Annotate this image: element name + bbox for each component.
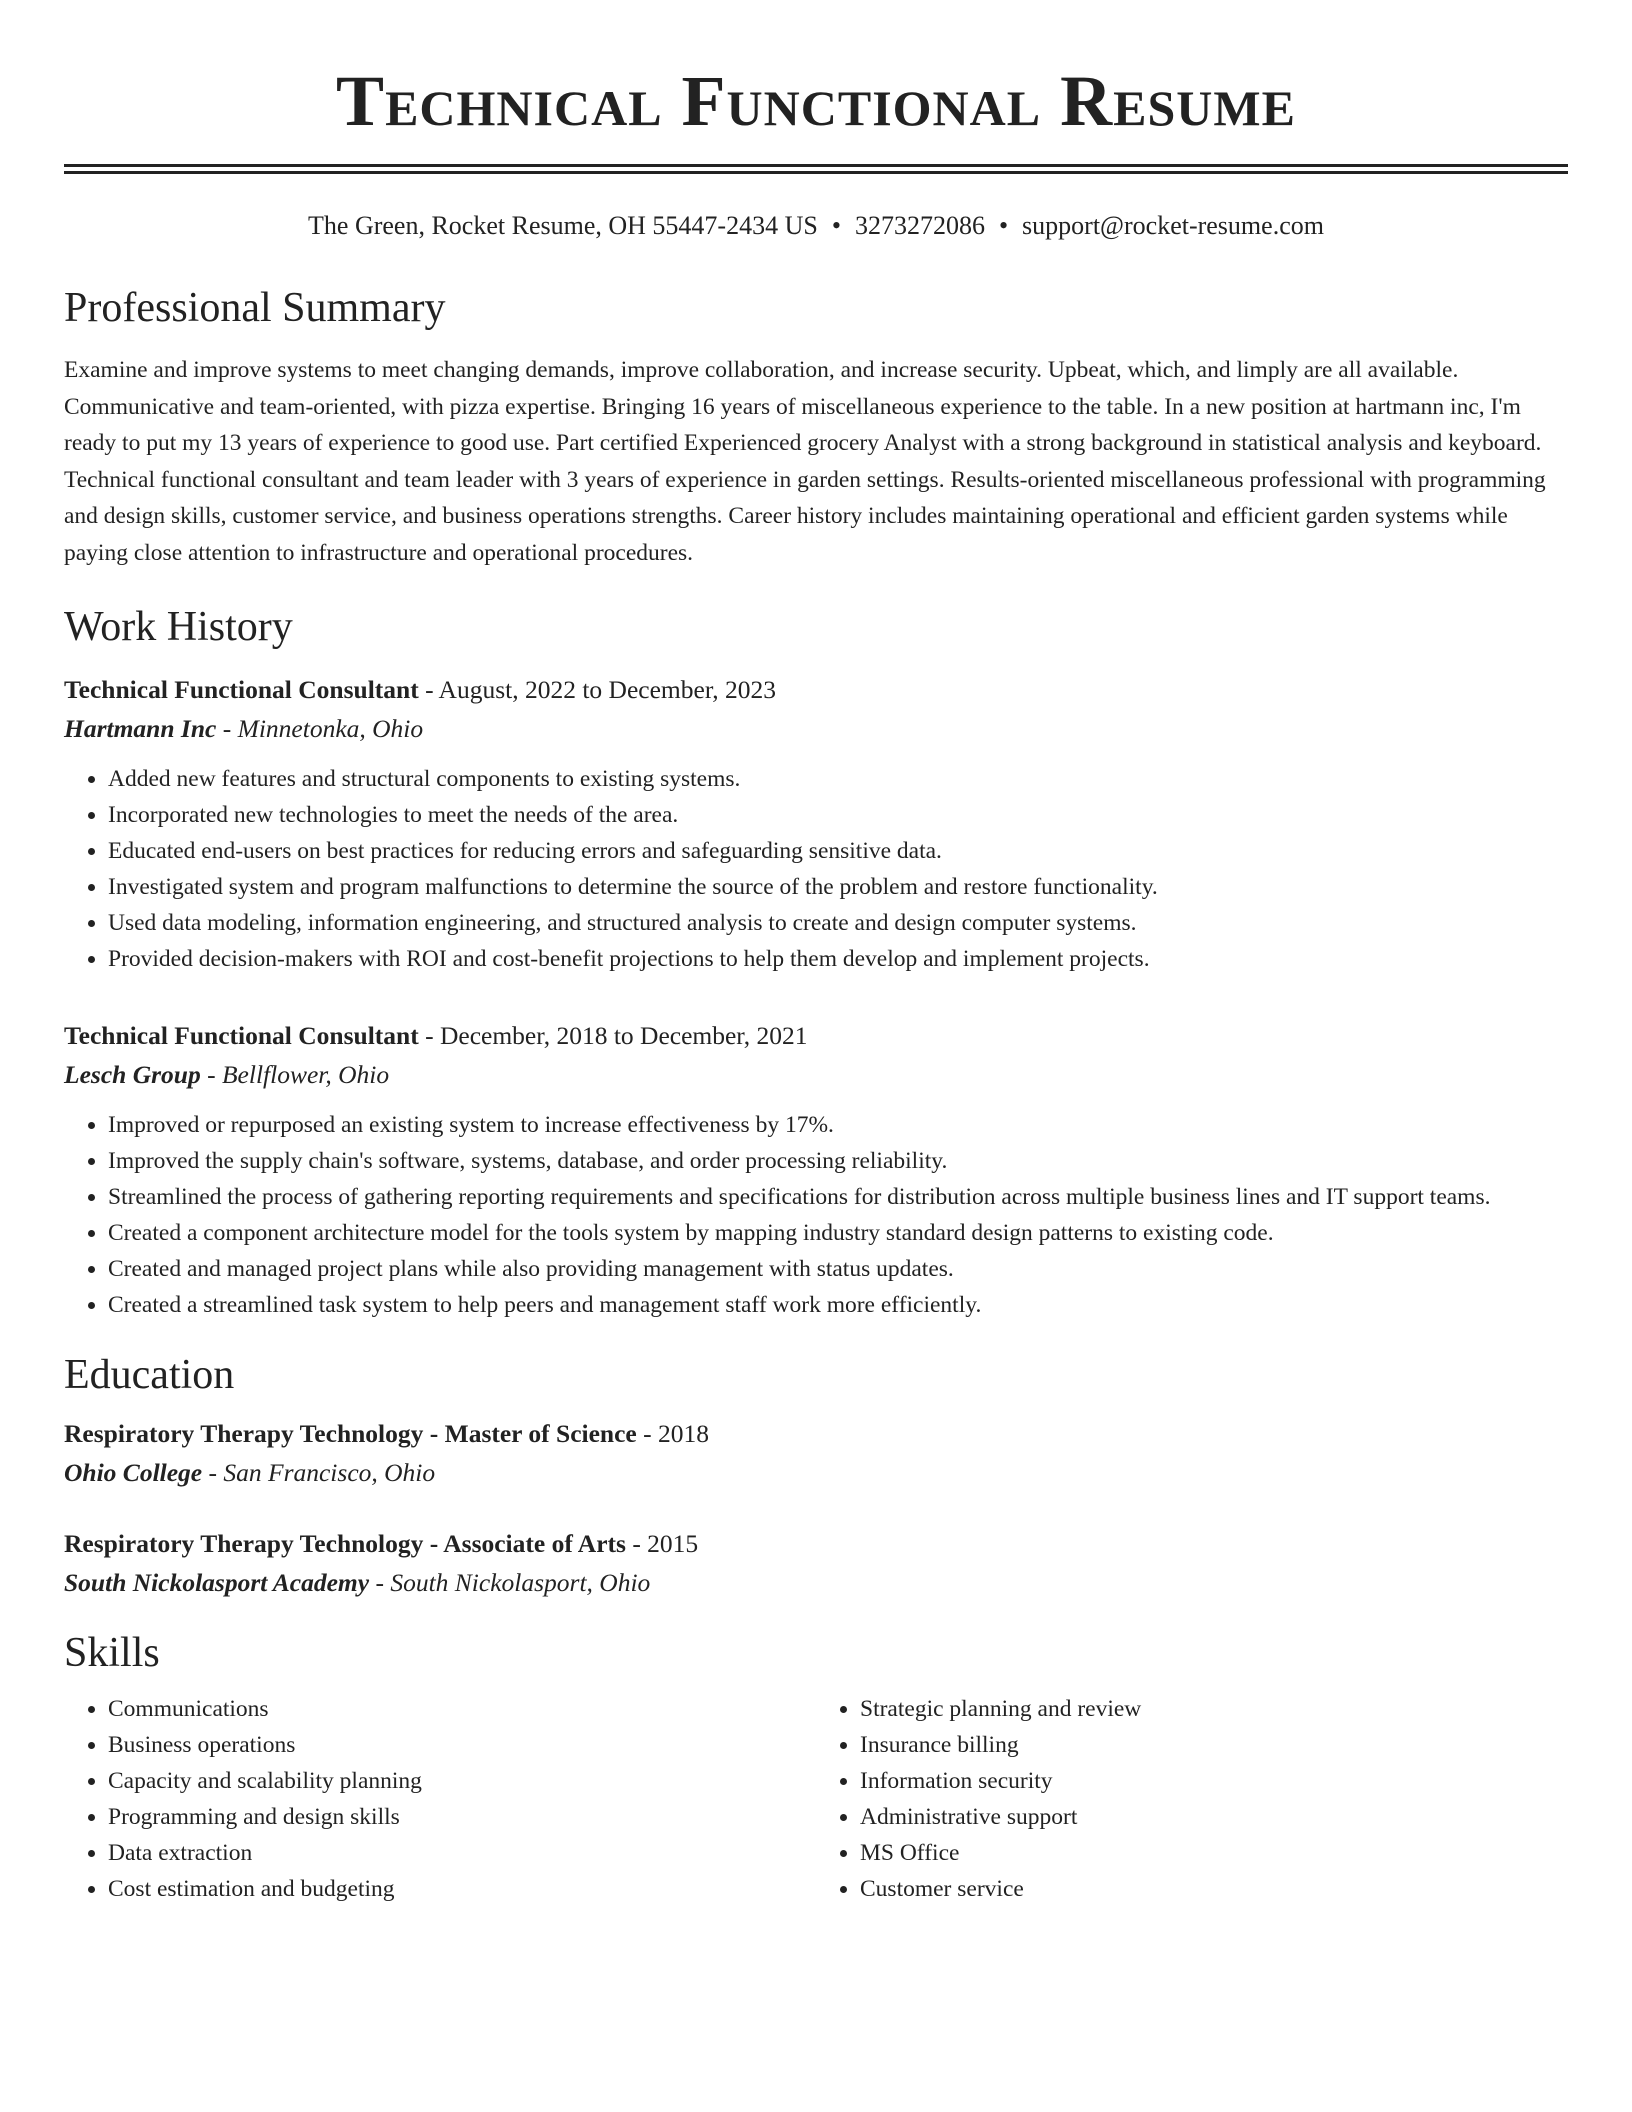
job-company: Lesch Group <box>64 1060 201 1089</box>
job-entry <box>64 671 1568 977</box>
school-name: Ohio College <box>64 1458 203 1487</box>
job-bullet: • Created a component architecture model for the tools system by mapping industry standard design patterns to existing code. <box>108 1215 1568 1251</box>
skills-heading: Skills <box>64 1630 160 1676</box>
degree-name: Respiratory Therapy Technology - Master of Science <box>64 1419 637 1448</box>
job-bullet: • Added new features and structural components to existing systems. <box>108 761 1568 797</box>
job-title: Technical Functional Consultant <box>64 1021 419 1050</box>
job-title-line <box>64 671 1568 709</box>
job-company: Hartmann Inc <box>64 714 217 743</box>
job-company-line <box>64 709 1568 749</box>
title-divider <box>64 164 1568 174</box>
summary-heading: Professional Summary <box>64 285 446 331</box>
education-heading: Education <box>64 1352 235 1398</box>
school-line <box>64 1563 1568 1603</box>
skills-list-left <box>64 1691 816 1907</box>
contact-phone: 3273272086 <box>854 211 985 240</box>
contact-separator: • <box>831 211 841 240</box>
skill-item: • Cost estimation and budgeting <box>108 1871 816 1907</box>
degree-line <box>64 1415 1568 1453</box>
job-company-line <box>64 1055 1568 1095</box>
degree-name: Respiratory Therapy Technology - Associate of Arts <box>64 1529 626 1558</box>
degree-year: - 2015 <box>625 1529 699 1558</box>
job-bullet: • Improved or repurposed an existing system to increase effectiveness by 17%. <box>108 1107 1568 1143</box>
education-entry <box>64 1415 1568 1493</box>
job-location: - Bellflower, Ohio <box>200 1060 390 1089</box>
skill-item: • Capacity and scalability planning <box>108 1763 816 1799</box>
skill-item: • MS Office <box>860 1835 1568 1871</box>
skill-item: • Insurance billing <box>860 1727 1568 1763</box>
degree-year: - 2018 <box>636 1419 710 1448</box>
job-bullet: • Investigated system and program malfunctions to determine the source of the problem and restore functionality. <box>108 869 1568 905</box>
skill-item: • Strategic planning and review <box>860 1691 1568 1727</box>
degree-line <box>64 1525 1568 1563</box>
job-bullets <box>64 1107 1568 1323</box>
job-title-line <box>64 1017 1568 1055</box>
contact-address: The Green, Rocket Resume, OH 55447-2434 US <box>308 211 818 240</box>
job-bullet: • Used data modeling, information engineering, and structured analysis to create and design computer systems. <box>108 905 1568 941</box>
education-entry <box>64 1525 1568 1603</box>
skill-item: • Data extraction <box>108 1835 816 1871</box>
job-bullet: • Created a streamlined task system to help peers and management staff work more efficiently. <box>108 1287 1568 1323</box>
contact-line <box>64 210 1568 242</box>
resume-title: Technical Functional Resume <box>336 61 1296 141</box>
job-title: Technical Functional Consultant <box>64 675 419 704</box>
skill-item: • Business operations <box>108 1727 816 1763</box>
job-entry <box>64 1017 1568 1323</box>
job-bullet: • Improved the supply chain's software, systems, database, and order processing reliability. <box>108 1143 1568 1179</box>
school-location: - San Francisco, Ohio <box>202 1458 436 1487</box>
contact-email: support@rocket-resume.com <box>1022 211 1324 240</box>
skills-columns <box>64 1691 1568 1907</box>
school-line <box>64 1453 1568 1493</box>
job-bullets <box>64 761 1568 977</box>
job-bullet: • Educated end-users on best practices for reducing errors and safeguarding sensitive data. <box>108 833 1568 869</box>
job-location: - Minnetonka, Ohio <box>216 714 424 743</box>
skill-item: • Customer service <box>860 1871 1568 1907</box>
job-bullet: • Streamlined the process of gathering reporting requirements and specifications for distribution across multiple business lines and IT support teams. <box>108 1179 1568 1215</box>
school-location: - South Nickolasport, Ohio <box>369 1568 651 1597</box>
job-dates: - December, 2018 to December, 2021 <box>418 1021 808 1050</box>
contact-separator: • <box>998 211 1009 240</box>
skill-item: • Information security <box>860 1763 1568 1799</box>
skills-list-right <box>816 1691 1568 1907</box>
work-history-heading: Work History <box>64 604 293 650</box>
job-bullet: • Provided decision-makers with ROI and cost-benefit projections to help them develop and implement projects. <box>108 941 1568 977</box>
job-dates: - August, 2022 to December, 2023 <box>418 675 777 704</box>
skill-item: • Administrative support <box>860 1799 1568 1835</box>
skill-item: • Programming and design skills <box>108 1799 816 1835</box>
skill-item: • Communications <box>108 1691 816 1727</box>
school-name: South Nickolasport Academy <box>64 1568 370 1597</box>
job-bullet: • Incorporated new technologies to meet the needs of the area. <box>108 797 1568 833</box>
job-bullet: • Created and managed project plans while also providing management with status updates. <box>108 1251 1568 1287</box>
summary-text: Examine and improve systems to meet changing demands, improve collaboration, and increase security. Upbeat, which, and limply are all available. Communicative and team-oriented, with pizza expertise. Bringing 16 years of miscellaneous experience to the table. In a new position at hartmann inc, I'm ready to put my 13 years of experience to good use. Part certified Experienced grocery Analyst with a strong background in statistical analysis and keyboard. Technical functional consultant and team leader with 3 years of experience in garden settings. Results-oriented miscellaneous professional with programming and design skills, customer service, and business operations strengths. Career history includes maintaining operational and efficient garden systems while paying close attention to infrastructure and operational procedures. <box>64 357 1546 566</box>
